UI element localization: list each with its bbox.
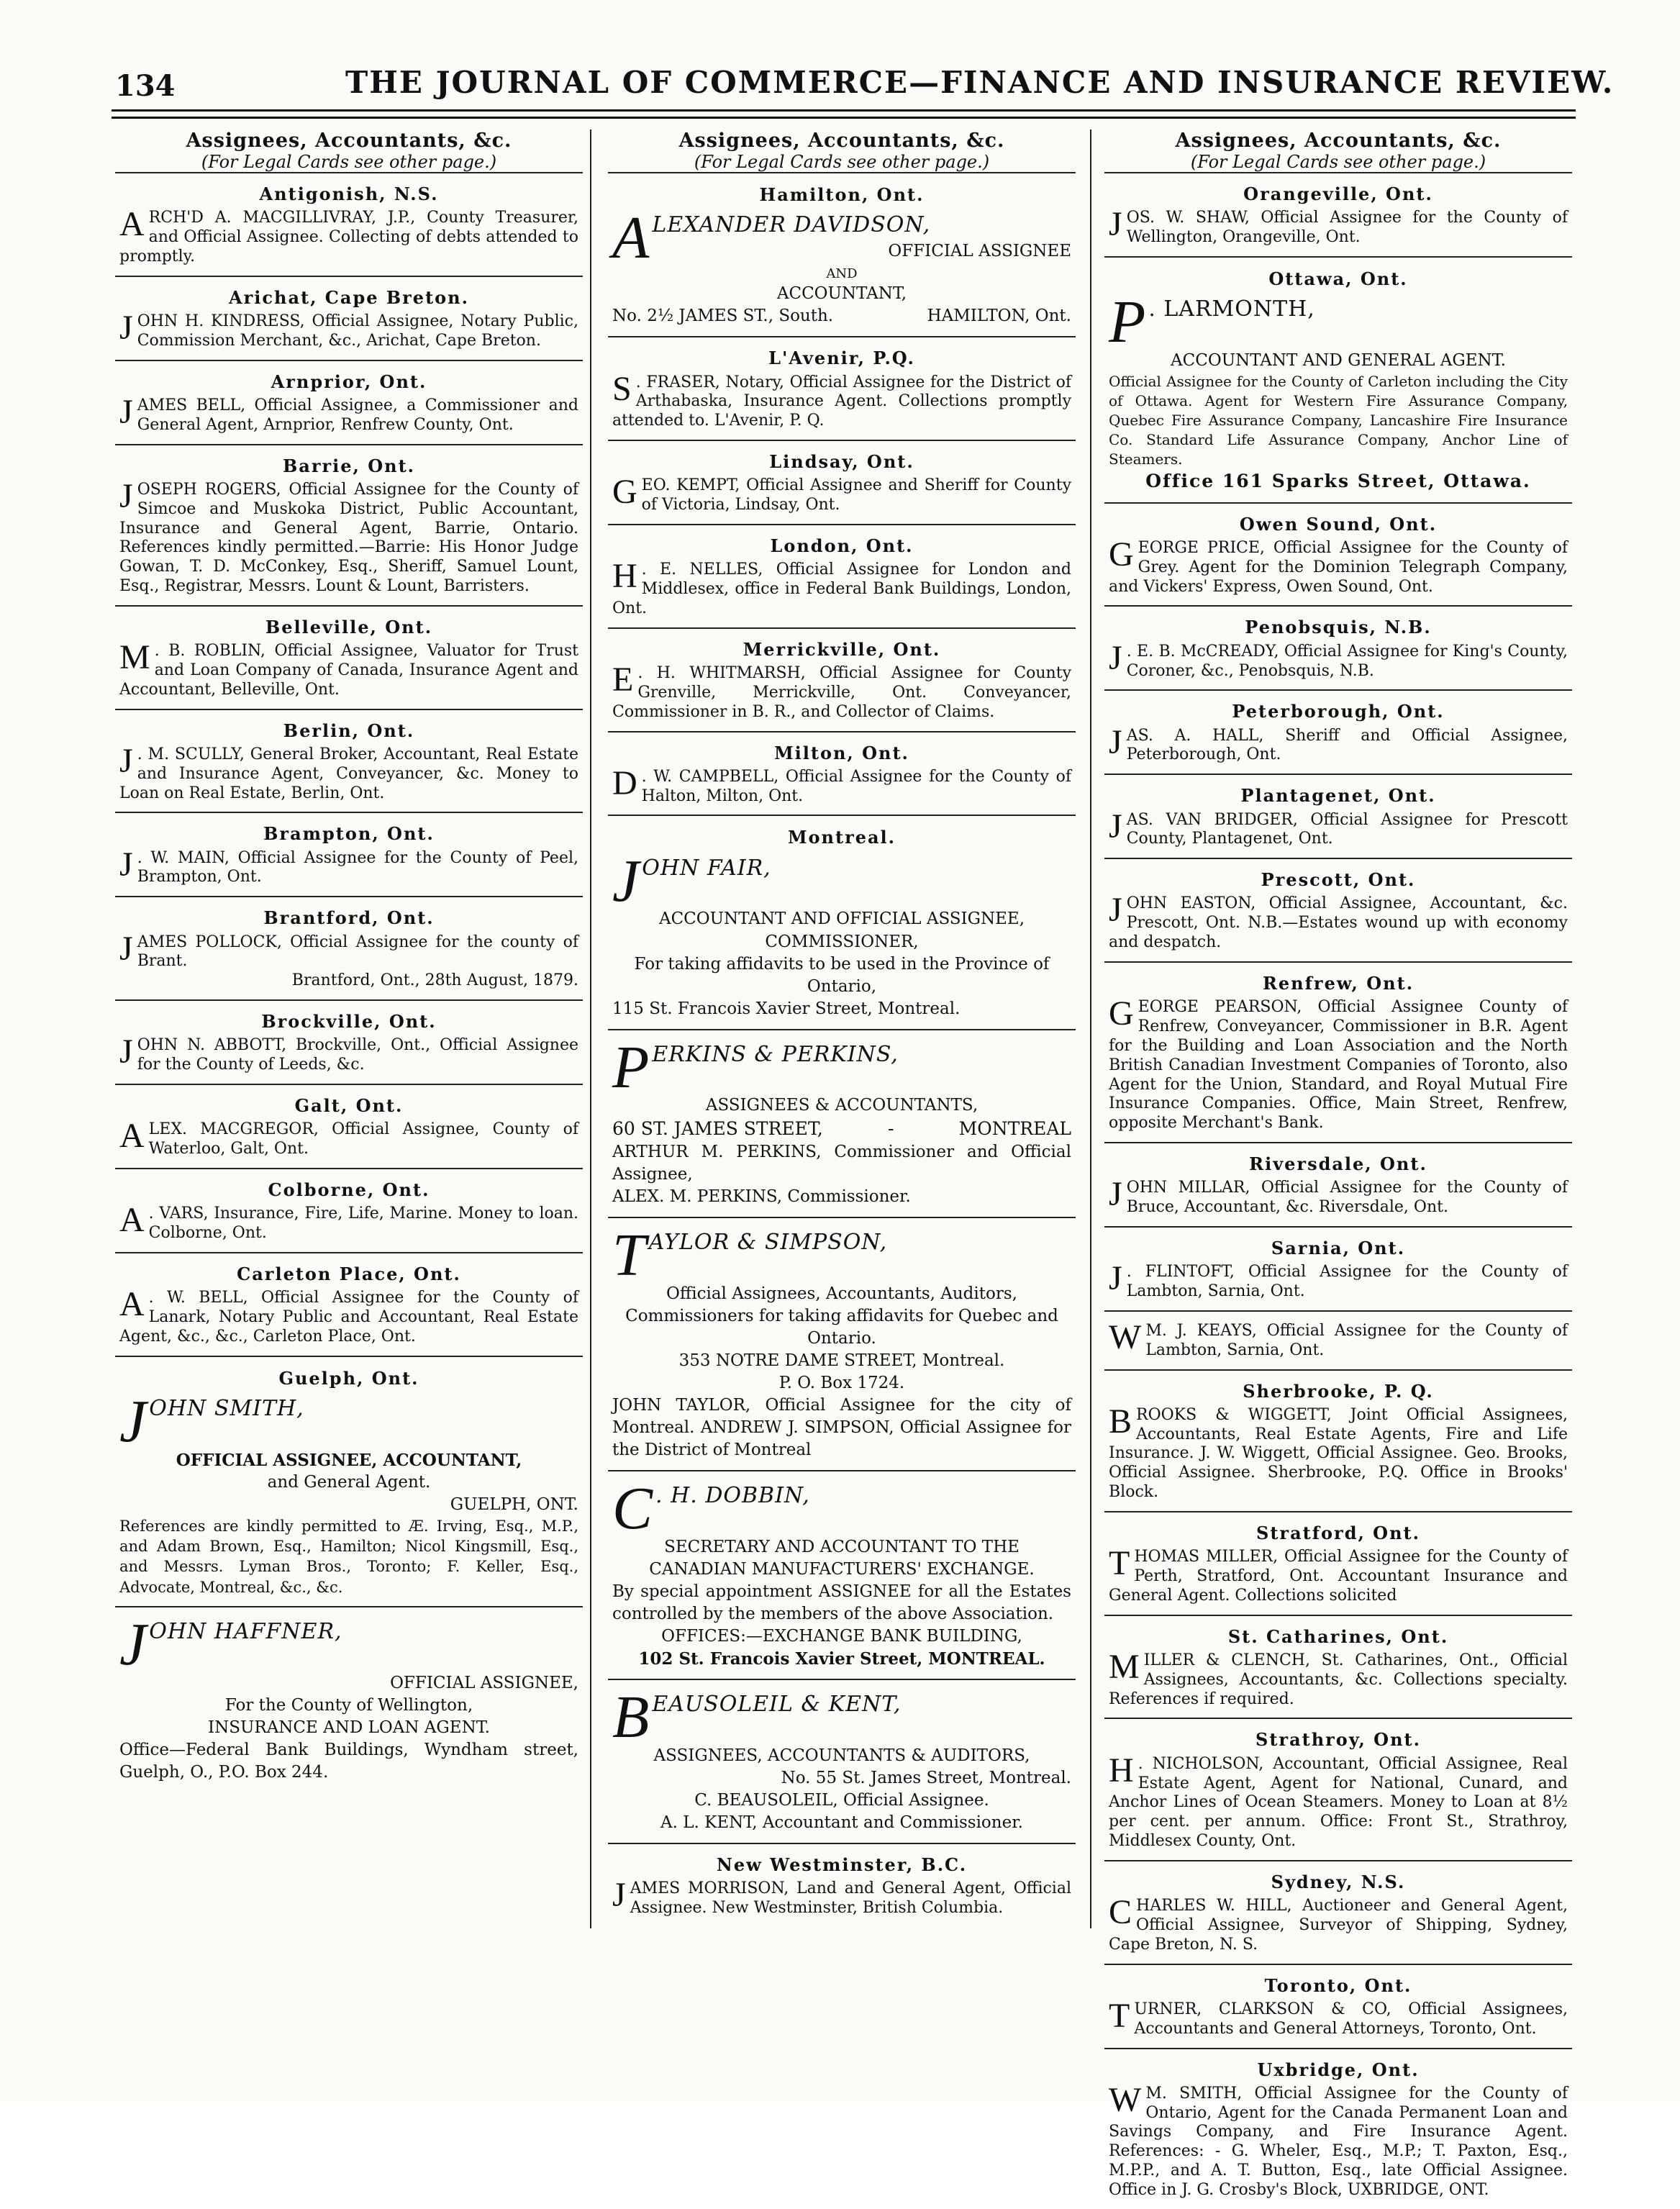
card-line: CANADIAN MANUFACTURERS' EXCHANGE. (649, 1559, 1035, 1579)
drop-cap: D (612, 763, 637, 802)
card-line: COMMISSIONER, (765, 932, 919, 951)
drop-cap: H (612, 557, 637, 596)
place-heading: Brockville, Ont. (261, 1011, 437, 1032)
place-heading: Renfrew, Ont. (1262, 972, 1415, 994)
place-heading: London, Ont. (770, 535, 914, 557)
entry-text: . E. NELLES, Official Assignee for London and Middlesex, office in Federal Bank Buildings, London, Ont. (612, 561, 1071, 617)
entry-text: EO. KEMPT, Official Assignee and Sheriff for County of Victoria, Lindsay, Ont. (641, 476, 1071, 514)
drop-cap: G (1109, 994, 1134, 1033)
listing-entry (115, 999, 583, 1084)
place-heading: Colborne, Ont. (268, 1179, 430, 1200)
card-name: . H. DOBBIN, (655, 1483, 810, 1509)
entry-text: LEX. MACGREGOR, Official Assignee, County of Waterloo, Galt, Ont. (148, 1120, 578, 1158)
card-line: OFFICIAL ASSIGNEE, (390, 1673, 578, 1692)
place-heading: Merrickville, Ont. (743, 638, 941, 660)
entry-text: EORGE PRICE, Official Assignee for the County of Grey. Agent for the Dominion Telegraph Company, and Vickers' Express, Owen Sound, Ont. (1109, 538, 1568, 596)
drop-cap: J (119, 1611, 147, 1679)
drop-cap: H (1109, 1751, 1134, 1790)
entry-text: . E. B. McCREADY, Official Assignee for King's County, Coroner, &c., Penobsquis, N.B. (1126, 642, 1568, 680)
place-heading: Antigonish, N.S. (259, 183, 439, 204)
smith-card (115, 1356, 583, 1607)
drop-cap: M (119, 638, 150, 677)
card-name: . LARMONTH, (1148, 296, 1315, 322)
entry-text: AS. VAN BRIDGER, Official Assignee for Prescott County, Plantagenet, Ont. (1126, 810, 1568, 848)
card-name: OHN HAFFNER, (149, 1619, 342, 1645)
place-heading: Brampton, Ont. (263, 823, 435, 845)
drop-cap: T (1109, 1544, 1130, 1583)
place-heading: Prescott, Ont. (1261, 869, 1416, 891)
card-line: AND (826, 266, 858, 281)
place-heading: Sarnia, Ont. (1271, 1237, 1406, 1258)
place-heading: Stratford, Ont. (1256, 1522, 1420, 1543)
place-heading: Belleville, Ont. (265, 616, 433, 638)
entry-text: . W. BELL, Official Assignee for the County of Lanark, Notary Public and Accountant, Real Estate Agent, &c., &c., Carleton Place, Ont. (119, 1289, 578, 1346)
drop-cap: G (1109, 535, 1134, 573)
drop-cap: J (1109, 205, 1122, 244)
card-line: For taking affidavits to be used in the Province of Ontario, (634, 954, 1050, 996)
drop-cap: M (1109, 1647, 1140, 1686)
card-line: OFFICIAL ASSIGNEE (888, 241, 1071, 260)
drop-cap: A (612, 204, 650, 272)
place-heading: L'Avenir, P.Q. (768, 348, 915, 369)
place-heading: Montreal. (787, 827, 896, 848)
column-left (115, 130, 583, 1792)
listing-entry (1104, 1369, 1572, 1511)
listing-entry (115, 276, 583, 360)
drop-cap: W (1109, 1317, 1142, 1356)
column-note: (For Legal Cards see other page.) (201, 152, 497, 172)
entry-text: URNER, CLARKSON & CO, Official Assignees, Accountants and General Attorneys, Toronto, Ont. (1134, 2000, 1568, 2038)
card-line: For the County of Wellington, (224, 1695, 473, 1715)
listing-entry (115, 709, 583, 812)
entry-text: OHN MILLAR, Official Assignee for the County of Bruce, Accountant, &c. Riversdale, Ont. (1126, 1179, 1568, 1217)
card-line: GUELPH, ONT. (450, 1494, 578, 1514)
card-line: and General Agent. (267, 1472, 431, 1492)
card-references: References are kindly permitted to Æ. Irving, Esq., M.P., and Adam Brown, Esq., Hamilton; Nicol Kingsmill, Esq., and Messrs. Lyman Bros., Toronto; F. Keller, Esq., Advocate, Montreal, &c., &c. (119, 1517, 578, 1596)
entry-text: . W. MAIN, Official Assignee for the County of Peel, Brampton, Ont. (137, 848, 578, 886)
drop-cap: A (119, 1117, 145, 1156)
listing-entry (1104, 1310, 1572, 1369)
place-heading: Riversdale, Ont. (1249, 1153, 1427, 1175)
listing-entry (1104, 1615, 1572, 1718)
listing-group (608, 336, 1076, 815)
drop-cap: B (1109, 1402, 1132, 1441)
dobbin-card (608, 1470, 1076, 1679)
card-line: No. 55 St. James Street, Montreal. (781, 1768, 1071, 1787)
drop-cap: A (119, 1285, 145, 1324)
drop-cap: J (1109, 638, 1122, 677)
place-heading: Uxbridge, Ont. (1257, 2059, 1420, 2080)
perkins-card (608, 1029, 1076, 1217)
entry-text: M. J. KEAYS, Official Assignee for the County of Lambton, Sarnia, Ont. (1145, 1321, 1568, 1359)
entry-text: . NICHOLSON, Accountant, Official Assignee, Real Estate Agent, Agent for National, Cunard, and Anchor Lines of Ocean Steamers. Money to Loan at 8½ per cent. per annum. Office: Front St., Strathroy, Middlesex County, Ont. (1109, 1754, 1568, 1851)
listing-entry (1104, 689, 1572, 774)
place-heading: Barrie, Ont. (282, 455, 416, 476)
haffner-card (115, 1606, 583, 1792)
column-heading: Assignees, Accountants, &c. (678, 130, 1005, 152)
drop-cap: P (1109, 289, 1146, 356)
entry-text: . B. ROBLIN, Official Assignee, Valuator for Trust and Loan Company of Canada, Insurance Agent and Accountant, Belleville, Ont. (119, 642, 578, 699)
listing-entry (1104, 502, 1572, 606)
listing-group (1104, 502, 1572, 2209)
listing-entry (115, 896, 583, 999)
drop-cap: J (1109, 722, 1122, 761)
card-line: ALEX. M. PERKINS, Commissioner. (612, 1187, 911, 1207)
beausoleil-card (608, 1679, 1076, 1843)
card-line: ARTHUR M. PERKINS, Commissioner and Official Assignee, (612, 1143, 1071, 1184)
drop-cap: B (612, 1684, 650, 1751)
drop-cap: J (119, 1387, 147, 1455)
entry-text: AMES BELL, Official Assignee, a Commissioner and General Agent, Arnprior, Renfrew County, Ont. (137, 396, 578, 434)
column-heading: Assignees, Accountants, &c. (186, 130, 512, 152)
place-heading: Berlin, Ont. (283, 720, 415, 741)
entry-text: ILLER & CLENCH, St. Catharines, Ont., Official Assignees, Accountants, &c. Collections specialty. References if required. (1109, 1651, 1568, 1708)
listing-entry (115, 605, 583, 709)
entry-text: OHN EASTON, Official Assignee, Accountant, &c. Prescott, Ont. N.B.—Estates wound up with economy and despatch. (1109, 894, 1568, 952)
drop-cap: J (1109, 891, 1122, 930)
column-right (1104, 130, 1572, 2209)
entry-text: OHN N. ABBOTT, Brockville, Ont., Official Assignee for the County of Leeds, &c. (137, 1036, 578, 1074)
listing-entry (608, 731, 1076, 815)
card-line: OFFICES:—EXCHANGE BANK BUILDING, (661, 1626, 1022, 1646)
card-line: ACCOUNTANT AND GENERAL AGENT. (1171, 350, 1506, 370)
card-office: Office 161 Sparks Street, Ottawa. (1145, 470, 1531, 491)
drop-cap: C (1109, 1893, 1132, 1932)
place-heading: Orangeville, Ont. (1243, 183, 1433, 204)
drop-cap: C (612, 1475, 653, 1543)
listing-entry (1104, 1226, 1572, 1310)
card-address-row (612, 1117, 1071, 1141)
card-address-row (612, 305, 1071, 327)
place-heading: Brantford, Ont. (263, 907, 435, 929)
card-name: OHN FAIR, (642, 855, 771, 881)
card-line: A. L. KENT, Accountant and Commissioner. (660, 1813, 1023, 1832)
drop-cap: E (612, 661, 634, 699)
drop-cap: J (119, 845, 133, 884)
card-line: By special appointment ASSIGNEE for all the Estates controlled by the members of the above Association. (612, 1582, 1071, 1623)
entry-text: AS. A. HALL, Sheriff and Official Assignee, Peterborough, Ont. (1126, 726, 1568, 764)
card-line: Official Assignee for the County of Carleton including the City of Ottawa. Agent for Western Fire Assurance Company, Quebec Fire Assurance Company, Lancashire Fire Insurance Co. Standard Life Assurance Company, Anchor Line of Steamers. (1109, 372, 1568, 468)
place-heading: Toronto, Ont. (1264, 1974, 1412, 1996)
place-heading: Arichat, Cape Breton. (229, 286, 469, 308)
fair-card (608, 815, 1076, 1028)
card-address: No. 2½ JAMES ST., South. (612, 307, 834, 326)
entry-text: . FLINTOFT, Official Assignee for the County of Lambton, Sarnia, Ont. (1126, 1263, 1568, 1301)
drop-cap: J (119, 476, 133, 515)
drop-cap: A (119, 1201, 145, 1240)
listing-entry (1104, 774, 1572, 858)
card-line: Official Assignees, Accountants, Auditors, (666, 1284, 1017, 1303)
drop-cap: J (119, 1033, 133, 1071)
drop-cap: A (119, 205, 145, 244)
card-line: C. BEAUSOLEIL, Official Assignee. (694, 1790, 989, 1810)
page-number: 134 (115, 69, 176, 103)
card-name: OHN SMITH, (149, 1395, 304, 1421)
card-line: Commissioners for taking affidavits for Quebec and Ontario. (625, 1306, 1058, 1348)
listing-entry (115, 1252, 583, 1356)
davidson-card (608, 172, 1076, 336)
listing-entry (608, 336, 1076, 440)
place-heading: Peterborough, Ont. (1232, 701, 1445, 722)
drop-cap: J (1109, 1175, 1122, 1214)
place-heading: Sydney, N.S. (1271, 1871, 1406, 1892)
listing-entry (608, 440, 1076, 524)
place-heading: Guelph, Ont. (278, 1367, 419, 1389)
place-heading: Owen Sound, Ont. (1239, 513, 1438, 535)
card-line: ASSIGNEES & ACCOUNTANTS, (705, 1096, 979, 1115)
listing-entry (115, 1168, 583, 1252)
column-note: (For Legal Cards see other page.) (694, 152, 990, 172)
entry-text: . W. CAMPBELL, Official Assignee for the County of Halton, Milton, Ont. (641, 767, 1071, 805)
listing-entry (115, 1084, 583, 1168)
taylor-card (608, 1217, 1076, 1470)
entry-text: OHN H. KINDRESS, Official Assignee, Notary Public, Commission Merchant, &c., Arichat, Cape Breton. (137, 312, 578, 350)
column-heading: Assignees, Accountants, &c. (1175, 130, 1502, 152)
place-heading: New Westminster, B.C. (716, 1854, 968, 1875)
listing-entry (1104, 1860, 1572, 1964)
place-heading: Arnprior, Ont. (271, 371, 427, 392)
entry-text: AMES MORRISON, Land and General Agent, Official Assignee. New Westminster, British Columbia. (630, 1879, 1071, 1917)
header-rule-2 (112, 117, 1576, 119)
listing-entry (1104, 172, 1572, 256)
card-name: LEXANDER DAVIDSON, (652, 212, 931, 238)
card-line: ACCOUNTANT, (776, 284, 907, 304)
column-middle (608, 130, 1076, 1927)
drop-cap: S (612, 369, 632, 408)
place-heading: Ottawa, Ont. (1268, 268, 1408, 289)
listing-entry (1104, 1718, 1572, 1859)
place-heading: Galt, Ont. (294, 1094, 404, 1116)
place-heading: Sherbrooke, P. Q. (1243, 1380, 1434, 1402)
entry-text: OS. W. SHAW, Official Assignee for the County of Wellington, Orangeville, Ont. (1126, 209, 1568, 247)
listing-entry (115, 360, 583, 444)
drop-cap: T (1109, 1996, 1130, 2035)
card-name: EAUSOLEIL & KENT, (652, 1692, 902, 1718)
entry-text: . H. WHITMARSH, Official Assignee for County Grenville, Merrickville, Ont. Conveyancer, Commissioner in B. R., and Collector of Claims. (612, 664, 1071, 721)
entry-dateline: Brantford, Ont., 28th August, 1879. (291, 971, 578, 990)
card-address: 60 ST. JAMES STREET, (612, 1118, 823, 1140)
card-line: INSURANCE AND LOAN AGENT. (208, 1718, 490, 1737)
listing-entry (115, 172, 583, 276)
journal-title: THE JOURNAL OF COMMERCE—FINANCE AND INSURANCE REVIEW. (345, 65, 1615, 100)
listing-group (115, 172, 583, 1356)
listing-entry (115, 444, 583, 605)
place-heading: Hamilton, Ont. (759, 184, 925, 205)
card-city: HAMILTON, Ont. (927, 307, 1071, 326)
drop-cap: J (1109, 807, 1122, 845)
listing-entry (1104, 961, 1572, 1142)
drop-cap: P (612, 1033, 650, 1101)
listing-entry (608, 1843, 1076, 1927)
card-name: ERKINS & PERKINS, (652, 1041, 899, 1067)
drop-cap: W (1109, 2080, 1142, 2119)
card-city: MONTREAL (958, 1118, 1071, 1140)
drop-cap: J (119, 929, 133, 968)
listing-entry (1104, 1964, 1572, 2048)
listing-entry (1104, 858, 1572, 961)
listing-entry (1104, 2048, 1572, 2209)
entry-text: AMES POLLOCK, Official Assignee for the county of Brant. (137, 933, 578, 971)
drop-cap: J (612, 1876, 626, 1915)
listing-entry (608, 524, 1076, 627)
column-note: (For Legal Cards see other page.) (1190, 152, 1486, 172)
card-line: SECRETARY AND ACCOUNTANT TO THE (664, 1537, 1020, 1556)
listing-entry (1104, 605, 1572, 689)
drop-cap: J (119, 392, 133, 431)
entry-text: OSEPH ROGERS, Official Assignee for the County of Simcoe and Muskoka District, Public Accountant, Insurance and General Agent, Barrie, Ontario. References kindly permitted.—Barrie: His Honor Judge Gowan, T. D. McConkey, Esq., Sheriff, Samuel Lount, Esq., Registrar, Messrs. Lount & Lount, Barristers. (119, 480, 578, 595)
drop-cap: T (612, 1222, 646, 1289)
listing-entry (1104, 1142, 1572, 1226)
card-name: AYLOR & SIMPSON, (648, 1230, 888, 1256)
place-heading: St. Catharines, Ont. (1227, 1625, 1449, 1647)
entry-text: . VARS, Insurance, Fire, Life, Marine. Money to loan. Colborne, Ont. (148, 1205, 578, 1242)
card-line: Office—Federal Bank Buildings, Wyndham street, Guelph, O., P.O. Box 244. (119, 1740, 578, 1782)
entry-text: ROOKS & WIGGETT, Joint Official Assignees, Accountants, Real Estate Agents, Fire and Life Insurance. J. W. Wiggett, Official Assignee. Geo. Brooks, Official Assignee. Sherbrooke, P.Q. Office in Brooks' Block. (1109, 1405, 1568, 1502)
entry-text: RCH'D A. MACGILLIVRAY, J.P., County Treasurer, and Official Assignee. Collecting of debts attended to promptly. (119, 209, 578, 266)
place-heading: Carleton Place, Ont. (237, 1263, 461, 1284)
listing-entry (115, 812, 583, 896)
listing-entry (1104, 1511, 1572, 1615)
entry-text: EORGE PEARSON, Official Assignee County of Renfrew, Conveyancer, Commissioner in B.R. Agent for the Building and Loan Association and the North British Canadian Investment Companies of Toronto, also Agent for the Union, Standard, and Royal Mutual Fire Insurance Companies. Office, Main Street, Renfrew, opposite Merchant's Bank. (1109, 998, 1568, 1133)
column-divider (590, 130, 591, 1928)
place-heading: Penobsquis, N.B. (1245, 617, 1432, 638)
card-line: ASSIGNEES, ACCOUNTANTS & AUDITORS, (653, 1746, 1030, 1765)
card-line: JOHN TAYLOR, Official Assignee for the city of Montreal. ANDREW J. SIMPSON, Official Assignee for the District of Montreal (612, 1396, 1071, 1460)
card-line: ACCOUNTANT AND OFFICIAL ASSIGNEE, (658, 910, 1025, 929)
card-dash: - (888, 1118, 894, 1140)
drop-cap: J (1109, 1259, 1122, 1298)
listing-entry (608, 627, 1076, 731)
card-line: 115 St. Francois Xavier Street, Montreal. (612, 999, 961, 1018)
entry-text: HARLES W. HILL, Auctioneer and General Agent, Official Assignee, Surveyor of Shipping, Sydney, Cape Breton, N. S. (1109, 1897, 1568, 1954)
header-rule (112, 109, 1576, 112)
place-heading: Strathroy, Ont. (1256, 1729, 1421, 1751)
drop-cap: J (119, 309, 133, 348)
card-line: 102 St. Francois Xavier Street, MONTREAL. (638, 1649, 1045, 1669)
entry-text: HOMAS MILLER, Official Assignee for the County of Perth, Stratford, Ont. Accountant Insurance and General Agent. Collections solicited (1109, 1548, 1568, 1605)
drop-cap: G (612, 473, 637, 512)
entry-text: M. SMITH, Official Assignee for the County of Ontario, Agent for the Canada Permanent Loan and Savings Company, and Fire Insurance Agent. References: - G. Wheler, Esq., M.P.; T. Paxton, Esq., M.P.P., and A. T. Button, Esq., late Official Assignee. Office in J. G. Crosby's Block, UXBRIDGE, ONT. (1109, 2084, 1568, 2199)
card-line: P. O. Box 1724. (778, 1374, 905, 1392)
place-heading: Lindsay, Ont. (769, 451, 914, 473)
card-line: 353 NOTRE DAME STREET, Montreal. (678, 1351, 1005, 1370)
column-divider (1090, 130, 1091, 1928)
entry-text: . FRASER, Notary, Official Assignee for the District of Arthabaska, Insurance Agent. Collections promptly attended to. L'Avenir, P. Q. (612, 373, 1071, 430)
card-line: OFFICIAL ASSIGNEE, ACCOUNTANT, (176, 1450, 522, 1470)
place-heading: Milton, Ont. (774, 742, 909, 763)
entry-text: . M. SCULLY, General Broker, Accountant, Real Estate and Insurance Agent, Conveyancer, &c. Money to Loan on Real Estate, Berlin, Ont. (119, 745, 578, 802)
drop-cap: J (612, 847, 640, 915)
place-heading: Plantagenet, Ont. (1240, 785, 1436, 807)
larmonth-card (1104, 256, 1572, 502)
drop-cap: J (119, 741, 133, 780)
